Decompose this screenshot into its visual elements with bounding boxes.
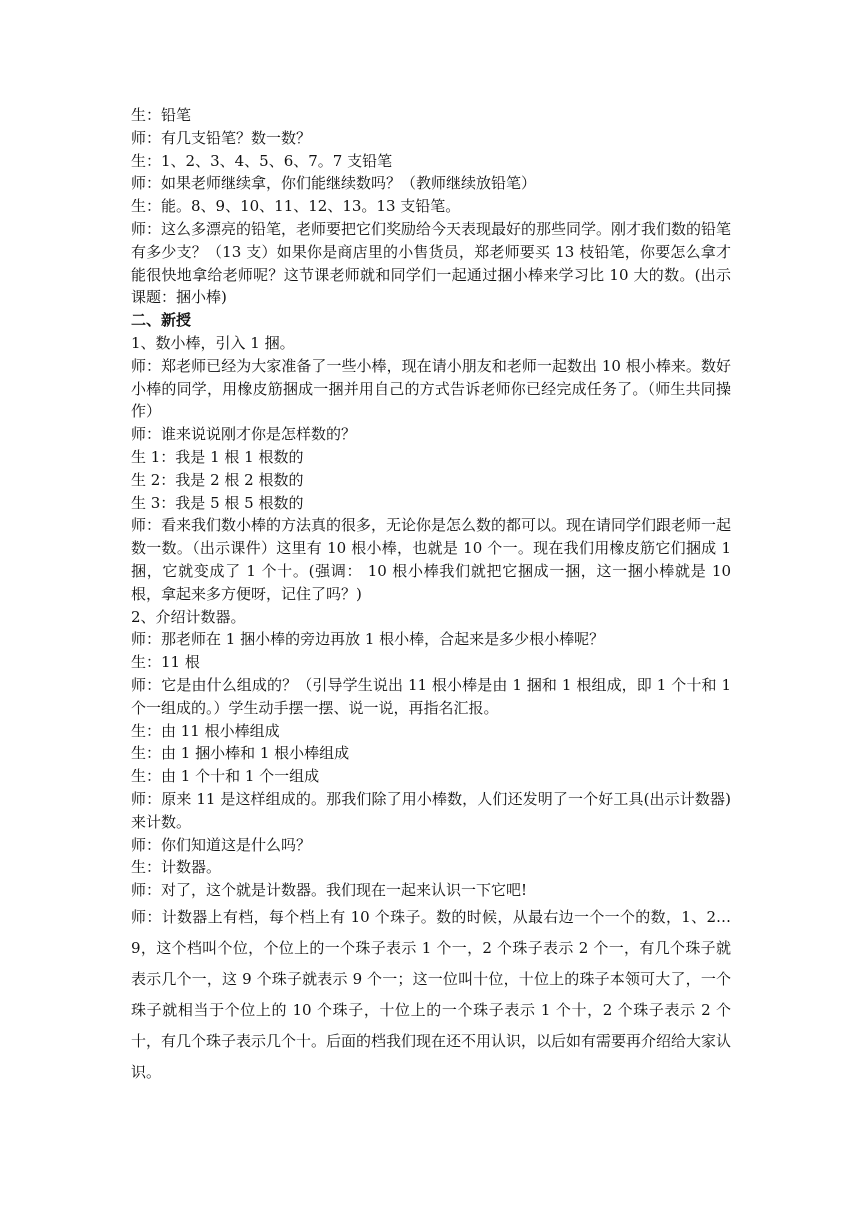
paragraph: 生：1、2、3、4、5、6、7。7 支铅笔 <box>131 151 393 170</box>
subsection-heading: 2、介绍计数器。 <box>131 607 246 626</box>
paragraph: 生：由 11 根小棒组成 <box>131 721 280 740</box>
paragraph: 生：铅笔 <box>131 106 192 124</box>
paragraph: 生：计数器。 <box>131 858 222 877</box>
section-heading: 二、新授 <box>131 311 192 330</box>
subsection-heading: 1、数小棒，引入 1 捆。 <box>131 333 295 352</box>
paragraph: 师：那老师在 1 捆小棒的旁边再放 1 根小棒，合起来是多少根小棒呢？ <box>131 630 605 649</box>
paragraph: 师：这么多漂亮的铅笔，老师要把它们奖励给今天表现最好的那些同学。刚才我们数的铅笔有多少支？（13 支）如果你是商店里的小售货员，郑老师要买 13 枝铅笔，你要怎么拿才能很快地拿给老师呢？这节课老师就和同学们一起通过捆小棒来学习比 10 大的数。(出示课题：捆小棒) <box>131 219 732 307</box>
paragraph: 生 2：我是 2 根 2 根数的 <box>131 470 304 489</box>
paragraph: 生：能。8、9、10、11、12、13。13 支铅笔。 <box>131 197 461 216</box>
paragraph: 师：有几支铅笔？数一数？ <box>131 128 312 147</box>
paragraph: 生：由 1 捆小棒和 1 根小棒组成 <box>131 744 350 763</box>
paragraph-abacus-explanation: 师：计数器上有档，每个档上有 10 个珠子。数的时候，从最右边一个一个的数，1、2…9，这个档叫个位，个位上的一个珠子表示 1 个一，2 个珠子表示 2 个一，有几个珠子就表示几个一，这 9 个珠子就表示 9 个一；这一位叫十位，十位上的珠子本领可大了，一个珠子就相当于个位上的 10 个珠子，十位上的一个珠子表示 1 个十，2 个珠子表示 2 个十，有几个珠子表示几个十。后面的档我们现在还不用认识，以后如有需要再介绍给大家认识。 <box>131 907 732 1081</box>
paragraph: 师：你们知道这是什么吗？ <box>131 835 312 854</box>
paragraph: 生 1：我是 1 根 1 根数的 <box>131 447 304 466</box>
paragraph: 生：11 根 <box>131 653 200 672</box>
paragraph: 师：看来我们数小棒的方法真的很多，无论你是怎么数的都可以。现在请同学们跟老师一起数一数。（出示课件）这里有 10 根小棒，也就是 10 个一。现在我们用橡皮筋它们捆成 1 捆，它就变成了 1 个十。(强调： 10 根小棒我们就把它捆成一捆，这一捆小棒就是 10 根，拿起来多方便呀，记住了吗？) <box>131 516 732 603</box>
paragraph: 师：原来 11 是这样组成的。那我们除了用小棒数，人们还发明了一个好工具(出示计数器)来计数。 <box>131 789 731 831</box>
paragraph: 师：对了，这个就是计数器。我们现在一起来认识一下它吧! <box>131 881 528 900</box>
paragraph: 生：由 1 个十和 1 个一组成 <box>131 767 320 786</box>
paragraph: 师：如果老师继续拿，你们能继续数吗？（教师继续放铅笔） <box>131 174 537 193</box>
paragraph: 师：谁来说说刚才你是怎样数的？ <box>131 425 357 444</box>
document-body <box>131 104 731 1088</box>
paragraph: 师：郑老师已经为大家准备了一些小棒，现在请小朋友和老师一起数出 10 根小棒来。数好小棒的同学，用橡皮筋捆成一捆并用自己的方式告诉老师你已经完成任务了。（师生共同操作） <box>131 356 731 421</box>
paragraph: 生 3：我是 5 根 5 根数的 <box>131 493 304 512</box>
paragraph: 师：它是由什么组成的？（引导学生说出 11 根小棒是由 1 捆和 1 根组成，即 1 个十和 1 个一组成的。）学生动手摆一摆、说一说，再指名汇报。 <box>131 675 731 717</box>
